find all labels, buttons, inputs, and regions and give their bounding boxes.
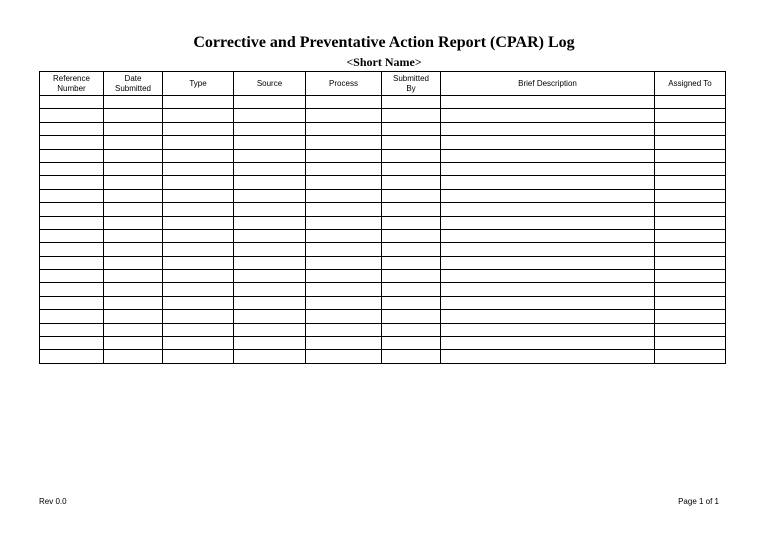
- table-cell[interactable]: [163, 162, 234, 175]
- table-cell[interactable]: [306, 122, 382, 135]
- table-cell[interactable]: [655, 216, 726, 229]
- table-cell[interactable]: [234, 350, 306, 363]
- table-cell[interactable]: [234, 243, 306, 256]
- table-cell[interactable]: [234, 229, 306, 242]
- table-cell[interactable]: [163, 243, 234, 256]
- table-cell[interactable]: [234, 256, 306, 269]
- table-cell[interactable]: [441, 270, 655, 283]
- table-cell[interactable]: [234, 337, 306, 350]
- table-cell[interactable]: [441, 136, 655, 149]
- table-cell[interactable]: [306, 296, 382, 309]
- table-header-row: [40, 72, 726, 96]
- table-cell[interactable]: [441, 149, 655, 162]
- table-cell[interactable]: [104, 256, 163, 269]
- table-cell[interactable]: [441, 162, 655, 175]
- table-cell[interactable]: [382, 109, 441, 122]
- table-cell[interactable]: [104, 96, 163, 109]
- table-cell[interactable]: [655, 310, 726, 323]
- table-cell[interactable]: [104, 310, 163, 323]
- table-cell[interactable]: [163, 109, 234, 122]
- column-header-submitted-by: Submitted By: [382, 72, 441, 96]
- table-cell[interactable]: [234, 122, 306, 135]
- cpar-log-table: [39, 71, 726, 364]
- table-cell[interactable]: [655, 337, 726, 350]
- table-cell[interactable]: [382, 270, 441, 283]
- table-row: [40, 256, 726, 269]
- table-cell[interactable]: [655, 283, 726, 296]
- document-title: Corrective and Preventative Action Report (CPAR) Log: [193, 34, 575, 51]
- table-cell[interactable]: [441, 122, 655, 135]
- table-cell[interactable]: [382, 243, 441, 256]
- table-cell[interactable]: [306, 229, 382, 242]
- table-cell[interactable]: [441, 256, 655, 269]
- table-cell[interactable]: [40, 229, 104, 242]
- table-cell[interactable]: [40, 350, 104, 363]
- table-cell[interactable]: [655, 296, 726, 309]
- table-cell[interactable]: [104, 189, 163, 202]
- table-cell[interactable]: [655, 270, 726, 283]
- table-cell[interactable]: [441, 176, 655, 189]
- table-cell[interactable]: [40, 310, 104, 323]
- table-cell[interactable]: [382, 122, 441, 135]
- table-cell[interactable]: [234, 109, 306, 122]
- table-cell[interactable]: [306, 337, 382, 350]
- table-cell[interactable]: [441, 229, 655, 242]
- table-cell[interactable]: [306, 243, 382, 256]
- page-number: Page 1 of 1: [678, 497, 719, 506]
- table-cell[interactable]: [104, 323, 163, 336]
- table-row: [40, 283, 726, 296]
- table-cell[interactable]: [163, 216, 234, 229]
- table-cell[interactable]: [441, 243, 655, 256]
- table-cell[interactable]: [306, 256, 382, 269]
- table-cell[interactable]: [655, 96, 726, 109]
- table-cell[interactable]: [40, 122, 104, 135]
- table-cell[interactable]: [163, 296, 234, 309]
- table-cell[interactable]: [655, 189, 726, 202]
- table-cell[interactable]: [306, 203, 382, 216]
- table-cell[interactable]: [40, 96, 104, 109]
- table-cell[interactable]: [234, 149, 306, 162]
- table-cell[interactable]: [104, 162, 163, 175]
- table-cell[interactable]: [104, 283, 163, 296]
- table-cell[interactable]: [441, 350, 655, 363]
- table-row: [40, 109, 726, 122]
- table-row: [40, 216, 726, 229]
- table-cell[interactable]: [163, 189, 234, 202]
- table-cell[interactable]: [655, 122, 726, 135]
- table-row: [40, 243, 726, 256]
- table-cell[interactable]: [40, 283, 104, 296]
- table-cell[interactable]: [234, 283, 306, 296]
- table-cell[interactable]: [382, 350, 441, 363]
- column-header-brief-description: Brief Description: [441, 72, 655, 96]
- table-row: [40, 310, 726, 323]
- table-cell[interactable]: [655, 243, 726, 256]
- table-cell[interactable]: [40, 270, 104, 283]
- table-cell[interactable]: [104, 122, 163, 135]
- table-cell[interactable]: [234, 203, 306, 216]
- table-cell[interactable]: [163, 96, 234, 109]
- table-cell[interactable]: [163, 256, 234, 269]
- table-cell[interactable]: [234, 310, 306, 323]
- table-cell[interactable]: [104, 296, 163, 309]
- table-cell[interactable]: [306, 189, 382, 202]
- table-row: [40, 296, 726, 309]
- table-cell[interactable]: [382, 149, 441, 162]
- column-header-type: Type: [163, 72, 234, 96]
- table-cell[interactable]: [306, 109, 382, 122]
- table-cell[interactable]: [306, 162, 382, 175]
- table-row: [40, 350, 726, 363]
- table-cell[interactable]: [104, 270, 163, 283]
- table-row: [40, 203, 726, 216]
- table-cell[interactable]: [441, 109, 655, 122]
- table-row: [40, 229, 726, 242]
- table-cell[interactable]: [655, 323, 726, 336]
- column-header-date-submitted: Date Submitted: [104, 72, 163, 96]
- table-cell[interactable]: [382, 203, 441, 216]
- table-cell[interactable]: [40, 149, 104, 162]
- table-cell[interactable]: [234, 216, 306, 229]
- table-cell[interactable]: [104, 350, 163, 363]
- table-cell[interactable]: [40, 337, 104, 350]
- table-cell[interactable]: [40, 243, 104, 256]
- table-cell[interactable]: [306, 323, 382, 336]
- table-row: [40, 337, 726, 350]
- table-cell[interactable]: [40, 216, 104, 229]
- table-row: [40, 122, 726, 135]
- table-cell[interactable]: [306, 149, 382, 162]
- table-cell[interactable]: [40, 296, 104, 309]
- table-cell[interactable]: [163, 176, 234, 189]
- table-row: [40, 270, 726, 283]
- table-cell[interactable]: [382, 136, 441, 149]
- table-cell[interactable]: [40, 203, 104, 216]
- table-row: [40, 136, 726, 149]
- table-cell[interactable]: [382, 337, 441, 350]
- table-cell[interactable]: [104, 149, 163, 162]
- table-cell[interactable]: [655, 162, 726, 175]
- table-cell[interactable]: [40, 256, 104, 269]
- table-cell[interactable]: [234, 189, 306, 202]
- table-cell[interactable]: [104, 229, 163, 242]
- table-cell[interactable]: [104, 176, 163, 189]
- table-cell[interactable]: [655, 229, 726, 242]
- table-cell[interactable]: [306, 136, 382, 149]
- table-cell[interactable]: [104, 216, 163, 229]
- table-cell[interactable]: [163, 337, 234, 350]
- table-cell[interactable]: [234, 96, 306, 109]
- table-cell[interactable]: [382, 310, 441, 323]
- table-cell[interactable]: [382, 162, 441, 175]
- table-cell[interactable]: [655, 350, 726, 363]
- table-cell[interactable]: [655, 256, 726, 269]
- table-cell[interactable]: [441, 296, 655, 309]
- table-cell[interactable]: [306, 350, 382, 363]
- table-cell[interactable]: [40, 136, 104, 149]
- table-cell[interactable]: [382, 296, 441, 309]
- table-cell[interactable]: [441, 203, 655, 216]
- table-cell[interactable]: [441, 323, 655, 336]
- table-cell[interactable]: [234, 270, 306, 283]
- table-cell[interactable]: [441, 283, 655, 296]
- table-cell[interactable]: [655, 136, 726, 149]
- table-cell[interactable]: [40, 176, 104, 189]
- column-header-assigned-to: Assigned To: [655, 72, 726, 96]
- table-cell[interactable]: [234, 136, 306, 149]
- table-row: [40, 149, 726, 162]
- table-cell[interactable]: [163, 310, 234, 323]
- table-cell[interactable]: [234, 323, 306, 336]
- table-cell[interactable]: [163, 350, 234, 363]
- table-cell[interactable]: [655, 109, 726, 122]
- table-row: [40, 189, 726, 202]
- table-cell[interactable]: [40, 323, 104, 336]
- table-cell[interactable]: [306, 96, 382, 109]
- table-cell[interactable]: [234, 176, 306, 189]
- table-cell[interactable]: [382, 229, 441, 242]
- table-cell[interactable]: [655, 203, 726, 216]
- table-cell[interactable]: [104, 136, 163, 149]
- table-cell[interactable]: [234, 162, 306, 175]
- table-cell[interactable]: [306, 310, 382, 323]
- column-header-reference-number: Reference Number: [40, 72, 104, 96]
- table-cell[interactable]: [306, 283, 382, 296]
- table-row: [40, 162, 726, 175]
- table-row: [40, 323, 726, 336]
- table-cell[interactable]: [104, 243, 163, 256]
- table-cell[interactable]: [163, 270, 234, 283]
- table-cell[interactable]: [306, 176, 382, 189]
- table-cell[interactable]: [163, 136, 234, 149]
- table-row: [40, 176, 726, 189]
- table-cell[interactable]: [163, 149, 234, 162]
- table-cell[interactable]: [441, 310, 655, 323]
- table-cell[interactable]: [441, 96, 655, 109]
- table-cell[interactable]: [104, 109, 163, 122]
- table-cell[interactable]: [382, 256, 441, 269]
- table-cell[interactable]: [40, 189, 104, 202]
- table-cell[interactable]: [104, 337, 163, 350]
- table-cell[interactable]: [382, 96, 441, 109]
- table-cell[interactable]: [40, 109, 104, 122]
- table-cell[interactable]: [306, 270, 382, 283]
- table-cell[interactable]: [163, 203, 234, 216]
- table-cell[interactable]: [382, 176, 441, 189]
- table-cell[interactable]: [382, 216, 441, 229]
- table-cell[interactable]: [382, 283, 441, 296]
- table-cell[interactable]: [655, 149, 726, 162]
- table-cell[interactable]: [655, 176, 726, 189]
- column-header-source: Source: [234, 72, 306, 96]
- table-cell[interactable]: [382, 189, 441, 202]
- table-cell[interactable]: [441, 189, 655, 202]
- table-cell[interactable]: [234, 296, 306, 309]
- column-header-process: Process: [306, 72, 382, 96]
- table-cell[interactable]: [104, 203, 163, 216]
- table-cell[interactable]: [163, 229, 234, 242]
- table-cell[interactable]: [163, 283, 234, 296]
- table-cell[interactable]: [441, 216, 655, 229]
- table-cell[interactable]: [163, 122, 234, 135]
- table-cell[interactable]: [163, 323, 234, 336]
- table-cell[interactable]: [40, 162, 104, 175]
- table-row: [40, 96, 726, 109]
- table-cell[interactable]: [306, 216, 382, 229]
- table-cell[interactable]: [382, 323, 441, 336]
- revision-label: Rev 0.0: [39, 497, 67, 506]
- document-subtitle: <Short Name>: [346, 55, 422, 69]
- table-cell[interactable]: [441, 337, 655, 350]
